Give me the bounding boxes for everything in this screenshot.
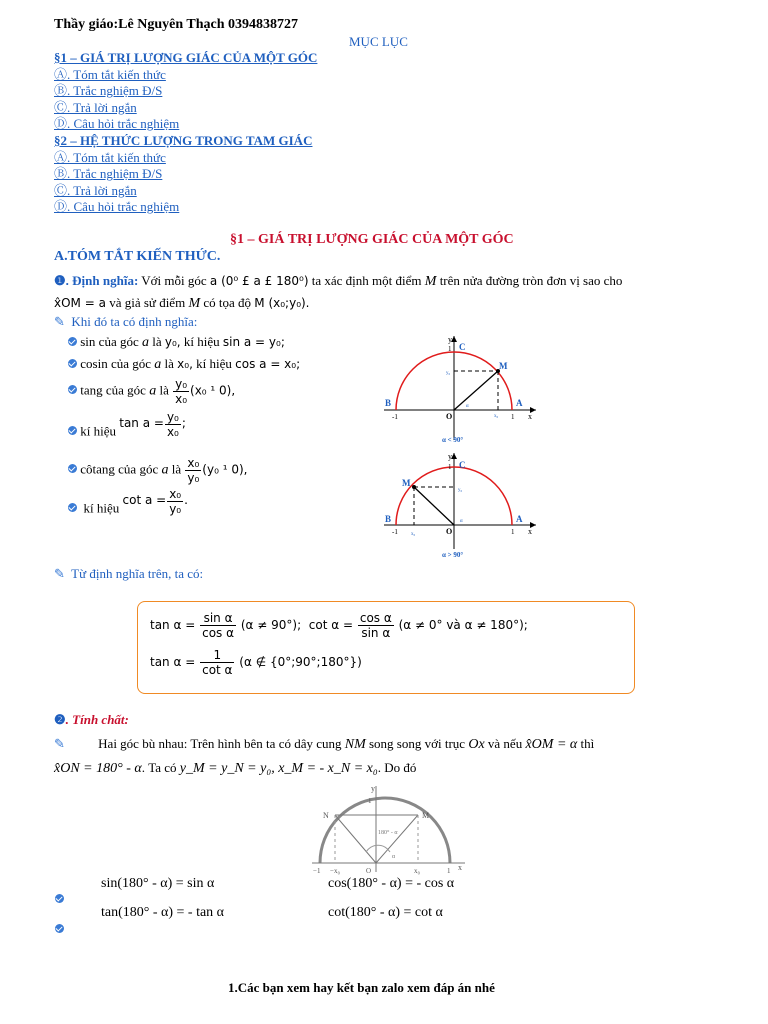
- svg-text:A: A: [516, 398, 523, 408]
- pencil-icon: ✎: [54, 736, 65, 751]
- check-bullet-icon: [55, 890, 64, 908]
- svg-text:M: M: [499, 361, 508, 371]
- formula-line-1: tan α = $\frac{\text{sin α}}{\text{cos α}}$ (α ≠ 90°); cot α = $\frac{\text{cos α}}{\text{sin α}}$ (α ≠ 0° và α ≠ 180°);: [150, 611, 528, 640]
- svg-text:1: 1: [368, 797, 372, 805]
- unit-circle-figure-obtuse: [376, 449, 546, 561]
- identity-cot: cot(180° - α) = cot α: [328, 905, 443, 920]
- svg-text:1: 1: [447, 867, 451, 875]
- svg-text:C: C: [459, 342, 466, 352]
- svg-text:y: y: [371, 784, 375, 793]
- svg-text:1: 1: [511, 528, 515, 536]
- svg-text:y₀: y₀: [446, 371, 451, 376]
- toc-link-1a[interactable]: Ⓐ. Tóm tắt kiến thức: [54, 66, 166, 82]
- svg-text:x: x: [458, 863, 462, 872]
- pencil-icon: ✎: [54, 314, 65, 329]
- definition-marker: ❶: [54, 273, 66, 288]
- svg-text:y₀: y₀: [458, 488, 463, 493]
- unit-circle-figure-acute: [376, 330, 546, 445]
- svg-text:O: O: [366, 867, 372, 875]
- svg-text:x: x: [528, 412, 532, 421]
- supplementary-angle-figure: [310, 780, 470, 875]
- svg-text:−1: −1: [313, 867, 321, 875]
- property-line-1: ✎ Hai góc bù nhau: Trên hình bên ta có dây cung NM song song với trục Ox và nếu x̂OM = α thì: [54, 736, 595, 752]
- svg-text:1: 1: [511, 413, 515, 421]
- teacher-header: Thầy giáo:Lê Nguyên Thạch 0394838727: [54, 17, 298, 32]
- derived-intro: ✎ Từ định nghĩa trên, ta có:: [54, 566, 204, 581]
- svg-text:B: B: [385, 398, 392, 408]
- svg-text:A: A: [516, 514, 523, 524]
- identity-tan: tan(180° - α) = - tan α: [101, 905, 225, 920]
- svg-text:α < 90°: α < 90°: [442, 436, 464, 444]
- definition-intro: ✎ Khi đó ta có định nghĩa:: [54, 314, 198, 329]
- footer-note: 1.Các bạn xem hay kết bạn zalo xem đáp án nhé: [228, 980, 495, 995]
- point-coord: M (x₀;y₀).: [254, 296, 310, 310]
- toc-link-1d[interactable]: Ⓓ. Câu hỏi trắc nghiệm: [54, 116, 180, 132]
- svg-text:α: α: [466, 404, 469, 409]
- svg-text:−x₀: −x₀: [330, 867, 340, 875]
- toc-link-1c[interactable]: Ⓒ. Trả lời ngắn: [54, 99, 137, 115]
- cot-symbol: kí hiệu cot a = $\frac{\text{x₀}}{\text{y₀}}$ .: [68, 495, 188, 524]
- definition-line-1: ❶. Định nghĩa: Với mỗi góc a (0⁰ £ a £ 180⁰) ta xác định một điểm M trên nửa đường tròn đơn vị sao cho: [54, 273, 623, 289]
- svg-text:α: α: [460, 519, 463, 524]
- section-title: §1 – GIÁ TRỊ LƯỢNG GIÁC CỦA MỘT GÓC: [230, 232, 514, 247]
- svg-text:B: B: [385, 514, 392, 524]
- svg-text:x: x: [528, 527, 532, 536]
- section-subtitle: A.TÓM TẮT KIẾN THỨC.: [54, 249, 221, 264]
- property-line-2: x̂ON = 180° - α. Ta có y_M = y_N = y₀, x_M = - x_N = x₀. Do đó: [54, 760, 417, 776]
- svg-text:-1: -1: [392, 413, 398, 421]
- tan-definition: tang của góc a là $\frac{\text{y₀}}{\text{x₀}}$ (x₀ ¹ 0),: [68, 377, 235, 406]
- check-bullet-icon: [68, 503, 77, 512]
- definition-label: Định nghĩa:: [72, 273, 139, 288]
- svg-text:M: M: [422, 811, 430, 820]
- svg-text:x₀: x₀: [411, 532, 416, 537]
- svg-text:y: y: [448, 452, 452, 461]
- identity-sin: sin(180° - α) = sin α: [101, 876, 215, 891]
- svg-text:M: M: [402, 478, 411, 488]
- svg-text:1: 1: [448, 345, 452, 353]
- svg-text:O: O: [446, 412, 453, 421]
- tan-symbol: kí hiệu tan a = $\frac{\text{y₀}}{\text{x₀}}$ ;: [68, 418, 186, 447]
- svg-text:α > 90°: α > 90°: [442, 551, 464, 559]
- svg-text:O: O: [446, 527, 453, 536]
- check-bullet-icon: [68, 359, 77, 368]
- svg-text:N: N: [323, 811, 329, 820]
- svg-text:-1: -1: [392, 528, 398, 536]
- definition-line-2: x̂OM = a và giả sử điểm M có tọa độ M (x₀;y₀).: [54, 295, 310, 311]
- cot-definition: côtang của góc a là $\frac{\text{x₀}}{\text{y₀}}$ (y₀ ¹ 0),: [68, 456, 247, 485]
- sin-definition: sin của góc a là y₀, kí hiệu sin a = y₀;: [68, 334, 285, 351]
- toc-link-2d[interactable]: Ⓓ. Câu hỏi trắc nghiệm: [54, 199, 180, 215]
- toc-list: [54, 50, 317, 216]
- property-heading: ❷. Tính chất:: [54, 712, 129, 727]
- toc-link-section-1[interactable]: §1 – GIÁ TRỊ LƯỢNG GIÁC CỦA MỘT GÓC: [54, 50, 318, 65]
- check-bullet-icon: [68, 426, 77, 435]
- toc-link-2c[interactable]: Ⓒ. Trả lời ngắn: [54, 182, 137, 198]
- cos-definition: cosin của góc a là x₀, kí hiệu cos a = x₀;: [68, 356, 300, 373]
- toc-link-2a[interactable]: Ⓐ. Tóm tắt kiến thức: [54, 149, 166, 165]
- angle-range: a (0⁰ £ a £ 180⁰): [209, 274, 309, 288]
- toc-link-1b[interactable]: Ⓑ. Trắc nghiệm Đ/S: [54, 83, 163, 99]
- check-bullet-icon: [55, 920, 64, 938]
- toc-title: MỤC LỤC: [349, 34, 408, 49]
- pencil-icon: ✎: [54, 566, 65, 581]
- check-bullet-icon: [68, 385, 77, 394]
- toc-link-section-2[interactable]: §2 – HỆ THỨC LƯỢNG TRONG TAM GIÁC: [54, 132, 313, 148]
- svg-text:1: 1: [448, 463, 452, 471]
- svg-text:x₀: x₀: [414, 867, 420, 875]
- svg-text:y: y: [448, 335, 452, 344]
- check-bullet-icon: [68, 464, 77, 473]
- check-bullet-icon: [68, 337, 77, 346]
- svg-text:α: α: [392, 854, 396, 860]
- angle-xom: x̂OM = a: [54, 296, 106, 310]
- identity-cos: cos(180° - α) = - cos α: [328, 876, 455, 891]
- toc-link-2b[interactable]: Ⓑ. Trắc nghiệm Đ/S: [54, 166, 163, 182]
- svg-text:C: C: [459, 460, 466, 470]
- formula-line-2: tan α = $\frac{1}{\text{cot α}}$ (α ∉ {0°;90°;180°}): [150, 648, 362, 677]
- svg-text:x₀: x₀: [494, 414, 499, 419]
- svg-text:180° - α: 180° - α: [378, 830, 398, 836]
